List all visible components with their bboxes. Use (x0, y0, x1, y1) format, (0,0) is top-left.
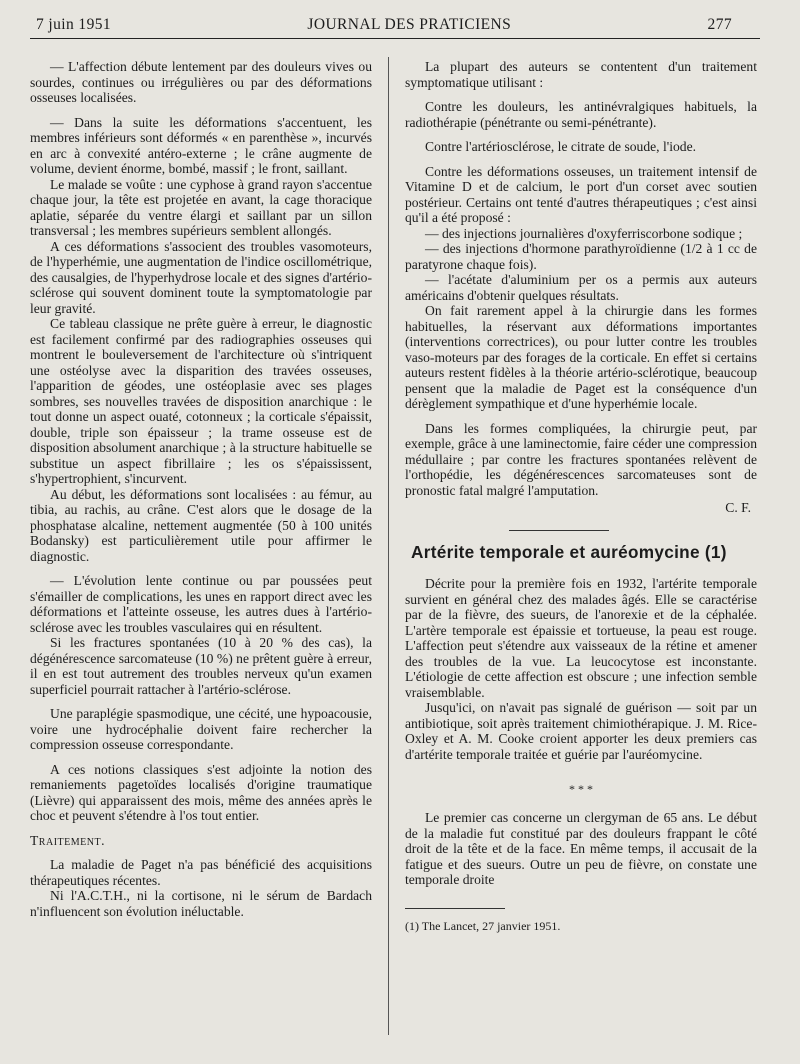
paragraph: On fait rarement appel à la chirurgie dans les formes habituelles, la réservant aux déformations importantes (interventions correctrices), ou pour lutter contre les troubles vaso-moteurs par des forages de la corticale. En effet si certains auteurs restent fidèles à la théorie artério-sclérotique, beaucoup pensent que la maladie de Paget est la conséquence d'un dérèglement sympathique et d'une hyperhémie locale. (405, 303, 757, 411)
paragraph: — des injections d'hormone parathyroïdienne (1/2 à 1 cc de paratyrone chaque fois). (405, 241, 757, 272)
header-page-number: 277 (707, 16, 732, 33)
column-divider (388, 57, 389, 1035)
header-journal-title: JOURNAL DES PRATICIENS (307, 16, 512, 33)
paragraph: — l'acétate d'aluminium per os a permis aux auteurs américains d'obtenir quelques résultats. (405, 272, 757, 303)
article-title: Artérite temporale et auréomycine (1) (411, 541, 727, 562)
paragraph: Au début, les déformations sont localisées : au fémur, au tibia, au rachis, au crâne. C'est alors que le dosage de la phosphatase alcaline, nettement augmentée (50 à 100 unités Bodansky) est particulièrement utile pour affirmer le diagnostic. (30, 486, 372, 564)
paragraph: La maladie de Paget n'a pas bénéficié des acquisitions thérapeutiques récentes. (30, 857, 372, 888)
paragraph: Ni l'A.C.T.H., ni la cortisone, ni le sérum de Bardach n'influencent son évolution inéluctable. (30, 888, 372, 919)
paragraph: Contre les déformations osseuses, un traitement intensif de Vitamine D et de calcium, le port d'un corset avec soutien postérieur. Certains ont tenté d'autres thérapeutiques ; c'est ainsi qu'il a été proposé : (405, 163, 757, 225)
page-header (30, 10, 760, 39)
paragraph: Contre les douleurs, les antinévralgiques habituels, la radiothérapie (pénétrante ou semi-pénétrante). (405, 99, 757, 130)
paragraph: Ce tableau classique ne prête guère à erreur, le diagnostic est facilement confirmé par des radiographies osseuses qui montrent le bouleversement de l'architecture où s'intriquent une ostéolyse avec la disparition des travées osseuses, l'apparition de géodes, une ostéoplasie avec ses plages sombres, ses nouvelles travées de disposition anarchique : le tout donne un aspect ouaté, cotonneux ; la corticale s'épaissit, double, triple son épaisseur ; la trame osseuse est de disposition absolument anarchique ; à la structure habituelle se substitue un aspect fibrillaire ; les os s'épaississent, s'hypertrophient, s'incurvent. (30, 316, 372, 486)
author-signature: C. F. (725, 500, 751, 515)
paragraph: Contre l'artériosclérose, le citrate de soude, l'iode. (425, 139, 697, 154)
paragraph: Jusqu'ici, on n'avait pas signalé de guérison — soit par un antibiotique, soit après traitement chimiothérapique. J. M. Rice-Oxley et A. M. Cooke croient apporter les deux premiers cas d'artérite temporale traitée et guérie par l'auréomycine. (405, 700, 757, 762)
asterism: * * * (569, 782, 593, 796)
left-column (30, 59, 372, 1035)
paragraph: La plupart des auteurs se contentent d'un traitement symptomatique utilisant : (405, 59, 757, 90)
section-heading-traitement: Traitement. (30, 832, 105, 848)
paragraph: Dans les formes compliquées, la chirurgie peut, par exemple, grâce à une laminectomie, faire céder une compression médullaire ; par contre les fractures spontanées relèvent de l'orthopédie, les dégénérescences sarcomateuses sont de pronostic fatal malgré l'amputation. (405, 420, 757, 498)
paragraph: Si les fractures spontanées (10 à 20 % des cas), la dégénérescence sarcomateuse (10 %) ne prêtent guère à erreur, il en est tout autrement des troubles nerveux qu'un examen superficiel pourrait rattacher à l'artério-sclérose. (30, 635, 372, 697)
paragraph: — Dans la suite les déformations s'accentuent, les membres inférieurs sont déformés « en parenthèse », incurvés en arc à convexité antéro-externe ; le crâne augmente de volume, devient énorme, bombé, massif ; le front, saillant. (30, 114, 372, 176)
footnote-rule (405, 908, 505, 909)
right-column (405, 59, 757, 1035)
paragraph: Décrite pour la première fois en 1932, l'artérite temporale survient en général chez des malades âgés. Elle se caractérise par de la fièvre, des sueurs, de l'anorexie et de la céphalée. L'artère temporale est épaissie et tortueuse, la peau est rouge. L'affection peut s'étendre aux vaisseaux de la rétine et amener des troubles de la vue. La leucocytose est inconstante. L'étiologie de cette affection est obscure ; une infection semble vraisemblable. (405, 576, 757, 700)
paragraph: A ces déformations s'associent des troubles vasomoteurs, de l'hyperhémie, une augmentation de l'indice oscillométrique, des causalgies, de l'hyperhydrose locale et des signes d'artério-sclérose qui souvent dominent toute la symptomatologie par leur gravité. (30, 238, 372, 316)
header-date: 7 juin 1951 (36, 16, 112, 33)
footnote: (1) The Lancet, 27 janvier 1951. (405, 918, 561, 933)
section-separator (509, 530, 609, 531)
paragraph: Le premier cas concerne un clergyman de 65 ans. Le début de la maladie fut constitué par des douleurs frappant le côté droit de la tête et de la face. En même temps, il accusait de la fatigue et des sueurs. Outre un peu de fièvre, on constate une temporale droite (405, 810, 757, 887)
paragraph: Une paraplégie spasmodique, une cécité, une hypoacousie, voire une hydrocéphalie doivent faire rechercher la compression osseuse correspondante. (30, 706, 372, 752)
paragraph: — L'affection débute lentement par des douleurs vives ou sourdes, continues ou irrégulières ou par des déformations osseuses localisées. (30, 59, 372, 105)
paragraph: — des injections journalières d'oxyferriscorbone sodique ; (425, 225, 743, 241)
paragraph: A ces notions classiques s'est adjointe la notion des remaniements pagetoïdes localisés d'origine traumatique (Lièvre) qui apparaissent des mois, même des années après le choc et peuvent s'étendre à l'os tout entier. (30, 761, 372, 823)
paragraph: Le malade se voûte : une cyphose à grand rayon s'accentue chaque jour, la tête est projetée en avant, la cage thoracique aplatie, séparée du ventre élargi et saillant par un sillon transversal ; les membres supérieurs semblent allongés. (30, 176, 372, 238)
paragraph: — L'évolution lente continue ou par poussées peut s'émailler de complications, les unes en rapport direct avec les déformations et l'atteinte osseuse, les autres dues à l'artério-sclérose avec les troubles vasculaires qui en résultent. (30, 573, 372, 635)
